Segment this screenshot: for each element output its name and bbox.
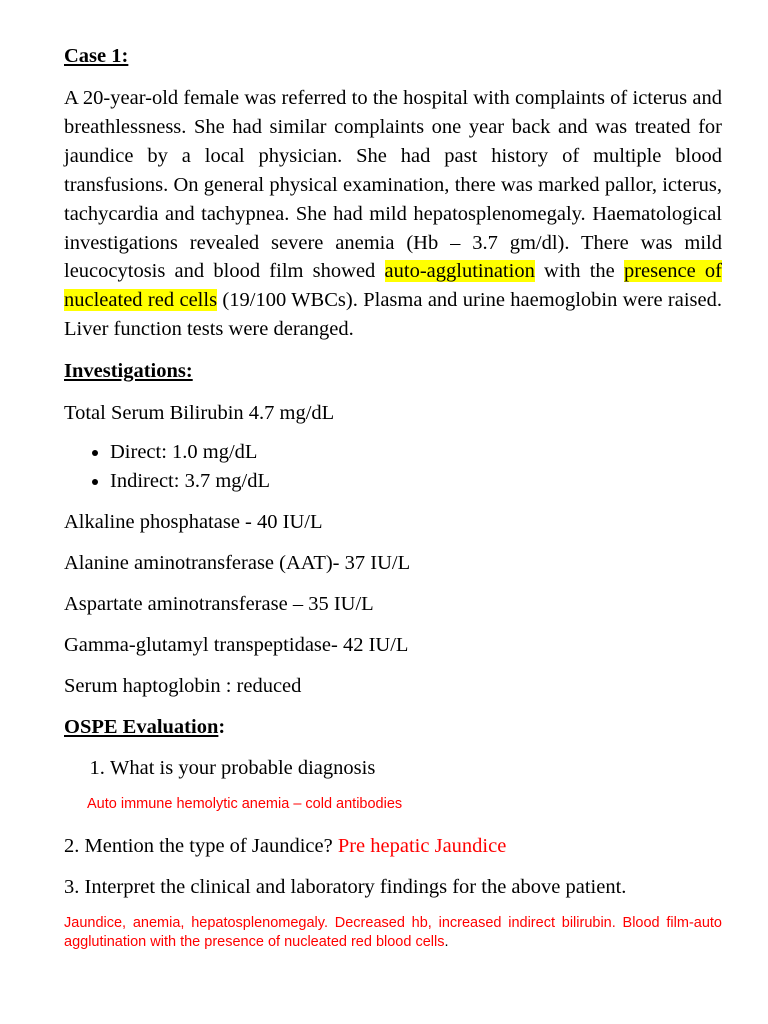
alkaline-phosphatase: Alkaline phosphatase - 40 IU/L [64,511,323,534]
ospe-answer-3-block [64,914,722,953]
ospe-question-2-line [64,832,722,860]
ospe-answer-3: Jaundice, anemia, hepatosplenomegaly. Decreased hb, increased indirect bilirubin. Blood film-auto agglutination with the presence of nucleated red blood cells [64,914,722,951]
ospe-question-2: 2. Mention the type of Jaundice? [64,834,333,857]
case-text-3: (19/100 WBCs). Plasma and urine haemoglobin were raised. Liver function tests were deranged. [64,289,722,341]
ospe-heading: OSPE Evaluation [64,716,219,739]
indirect-bilirubin: • Indirect: 3.7 mg/dL [110,467,722,496]
case-text-2: with the [534,260,624,283]
total-bilirubin: Total Serum Bilirubin 4.7 mg/dL [64,402,335,425]
gamma-glutamyl-transpeptidase: Gamma-glutamyl transpeptidase- 42 IU/L [64,634,409,657]
alanine-aminotransferase: Alanine aminotransferase (AAT)- 37 IU/L [64,552,411,575]
ospe-question-3: 3. Interpret the clinical and laboratory findings for the above patient. [64,875,627,898]
document-page [64,42,722,953]
ospe-question-list [64,754,722,782]
case-title: Case 1: [64,45,129,67]
ospe-answer-1: Auto immune hemolytic anemia – cold antibodies [87,796,403,813]
ospe-heading-colon: : [218,716,226,739]
ospe-answer-2: Pre hepatic Jaundice [337,834,507,857]
ospe-heading-line [64,713,722,741]
investigations-heading: Investigations: [64,360,193,383]
case-description [64,84,722,344]
direct-bilirubin: • Direct: 1.0 mg/dL [110,438,722,467]
aspartate-aminotransferase: Aspartate aminotransferase – 35 IU/L [64,593,374,616]
highlight-auto-agglutination: auto-agglutination [384,260,535,283]
highlight-nucleated-red-cells: presence of nucleated red cells [64,260,722,312]
serum-haptoglobin: Serum haptoglobin : reduced [64,675,302,698]
ospe-answer-3-period: . [444,934,449,951]
case-text-1: A 20-year-old female was referred to the hospital with complaints of icterus and breathlessness. She had similar complaints one year back and was treated for jaundice by a local physician. She had past history of multiple blood transfusions. On general physical examination, there was marked pallor, icterus, tachycardia and tachypnea. She had mild hepatosplenomegaly. Haematological investigations revealed severe anemia (Hb – 3.7 gm/dl). There was mild leucocytosis and blood film showed [64,87,722,283]
ospe-question-1: 1. What is your probable diagnosis [110,754,722,782]
bilirubin-breakdown-list [64,438,722,496]
